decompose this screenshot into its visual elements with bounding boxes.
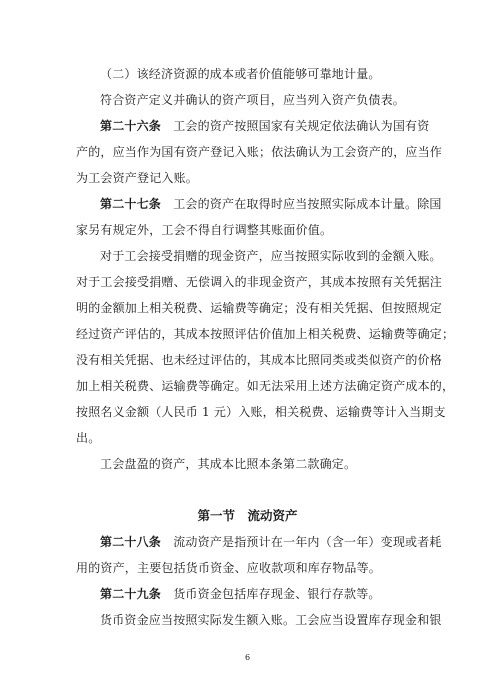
paragraph-line: 加上相关税费、运输费等确定。如无法采用上述方法确定资产成本的，: [76, 379, 455, 393]
article-number: 第二十八条: [100, 535, 162, 549]
paragraph-line: 对于工会接受捐赠的现金资产，应当按照实际收到的金额入账。: [100, 249, 442, 263]
paragraph-line: 没有相关凭据、也未经过评估的，其成本比照同类或类似资产的价格: [76, 353, 443, 367]
paragraph-line: 家另有规定外，工会不得自行调整其账面价值。: [76, 223, 333, 237]
paragraph-line: 出。: [76, 431, 101, 445]
paragraph-line: 为工会资产登记入账。: [76, 171, 199, 185]
article-27-line: 第二十七条 工会的资产在取得时应当按照实际成本计量。除国: [100, 197, 442, 211]
paragraph-line: 产的，应当作为国有资产登记入账；依法确认为工会资产的，应当作: [76, 145, 443, 159]
paragraph-line: 对于工会接受捐赠、无偿调入的非现金资产，其成本按照有关凭据注: [76, 275, 443, 289]
article-29-line: 第二十九条 货币资金包括库存现金、银行存款等。: [100, 587, 381, 601]
paragraph-line: 符合资产定义并确认的资产项目，应当列入资产负债表。: [100, 93, 406, 107]
page-number: 6: [244, 653, 251, 662]
paragraph-line: 工会盘盈的资产，其成本比照本条第二款确定。: [100, 457, 357, 471]
paragraph-line: 货币资金应当按照实际发生额入账。工会应当设置库存现金和银: [100, 613, 442, 627]
article-number: 第二十七条: [100, 197, 162, 211]
paragraph-line: 经过资产评估的，其成本按照评估价值加上相关税费、运输费等确定；: [76, 327, 455, 341]
paragraph-line: 明的金额加上相关税费、运输费等确定；没有相关凭据、但按照规定: [76, 301, 443, 315]
section-heading: 第一节 流动资产: [197, 508, 298, 523]
article-number: 第二十九条: [100, 587, 162, 601]
article-28-line: 第二十八条 流动资产是指预计在一年内（含一年）变现或者耗: [100, 535, 442, 549]
paragraph-line: 按照名义金额（人民币 1 元）入账，相关税费、运输费等计入当期支: [76, 405, 446, 419]
article-26-line: 第二十六条 工会的资产按照国家有关规定依法确认为国有资: [100, 119, 430, 133]
article-number: 第二十六条: [100, 119, 162, 133]
paragraph-line: （二）该经济资源的成本或者价值能够可靠地计量。: [100, 67, 381, 81]
paragraph-line: 用的资产，主要包括货币资金、应收款项和库存物品等。: [76, 561, 382, 575]
